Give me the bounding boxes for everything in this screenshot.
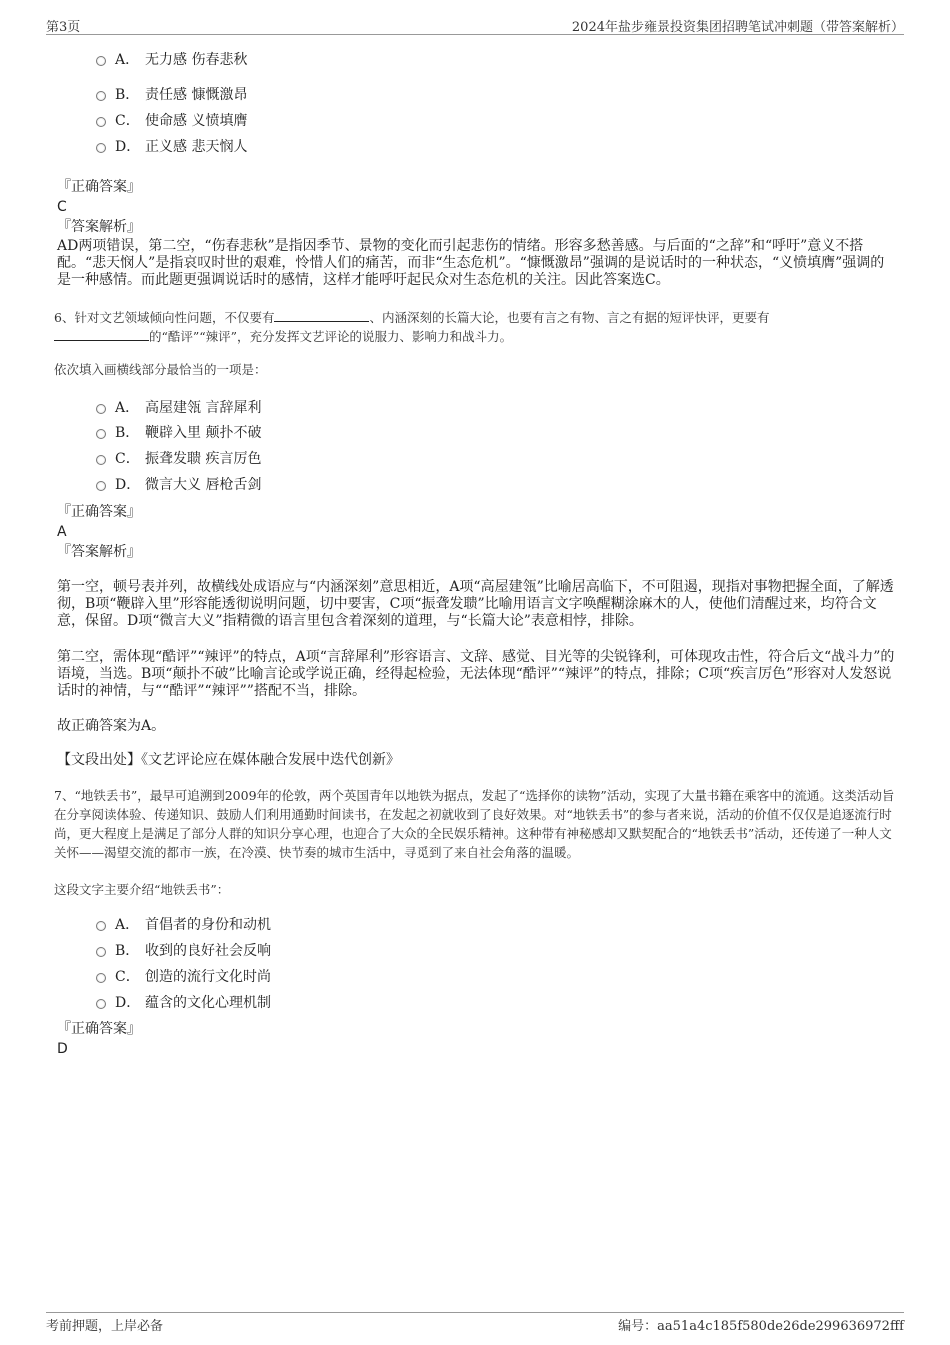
q6-stem: 6、针对文艺领域倾向性问题，不仅要有 、内涵深刻的长篇大论，也要有言之有物、言之有据的短评快评，更要有 的“酷评”“辣评”，充分发挥文艺评论的说服力、影响力和战斗力。 (54, 310, 770, 344)
radio-icon[interactable] (96, 404, 106, 414)
radio-icon[interactable] (96, 973, 106, 983)
q6-option-c[interactable]: C． 振聋发聩 疾言厉色 (96, 448, 261, 470)
radio-icon[interactable] (96, 91, 106, 101)
q7-option-b[interactable]: B． 收到的良好社会反响 (96, 940, 271, 962)
radio-icon[interactable] (96, 947, 106, 957)
document-id: 编号：aa51a4c185f580de26de299636972fff (618, 1319, 904, 1334)
page-header (46, 14, 904, 35)
footer-slogan: 考前押题，上岸必备 (46, 1319, 164, 1334)
q7-option-d[interactable]: D． 蕴含的文化心理机制 (96, 992, 271, 1014)
q6-analysis-label: 『答案解析』 (57, 544, 141, 560)
q5-analysis: AD两项错误，第二空，“伤春悲秋”是指因季节、景物的变化而引起悲伤的情绪。形容多愁善感。与后面的“之辞”和“呼吁”意义不搭配。“悲天悯人”是指哀叹时世的艰难，怜惜人们的痛苦，而非“生态危机”。“慷慨激昂”强调的是说话时的一种状态，“义愤填膺”强调的是一种感情。而此题更强调说话时的感情，这样才能呼吁起民众对生态危机的关注。因此答案选C。 (57, 238, 885, 288)
radio-icon[interactable] (96, 429, 106, 439)
radio-icon[interactable] (96, 56, 106, 66)
q7-prompt: 这段文字主要介绍“地铁丢书”： (54, 882, 230, 897)
q5-option-d[interactable]: D． 正义感 悲天悯人 (96, 136, 247, 158)
q5-analysis-label: 『答案解析』 (57, 219, 141, 235)
radio-icon[interactable] (96, 481, 106, 491)
q6-prompt: 依次填入画横线部分最恰当的一项是： (54, 362, 267, 377)
fill-blank (54, 328, 149, 341)
q5-answer: C (57, 199, 67, 215)
radio-icon[interactable] (96, 143, 106, 153)
fill-blank (274, 309, 369, 322)
q6-analysis-p1: 第一空，顿号表并列，故横线处成语应与“内涵深刻”意思相近，A项“高屋建瓴”比喻居高临下，不可阻遏，现指对事物把握全面，了解透彻，B项“鞭辟入里”形容能透彻说明问题，切中要害，C项“振聋发聩”比喻用语言文字唤醒糊涂麻木的人，使他们清醒过来，均符合文意，保留。D项“微言大义”指精微的语言里包含着深刻的道理，与“长篇大论”表意相悖，排除。 (57, 579, 894, 629)
page-footer (46, 1312, 904, 1333)
q5-option-a[interactable]: A． 无力感 伤春悲秋 (96, 49, 247, 71)
q5-option-c[interactable]: C． 使命感 义愤填膺 (96, 110, 247, 132)
q5-answer-label: 『正确答案』 (57, 179, 141, 195)
q6-answer: A (57, 524, 67, 540)
q6-analysis-conclusion: 故正确答案为A。 (57, 718, 166, 734)
radio-icon[interactable] (96, 999, 106, 1009)
radio-icon[interactable] (96, 921, 106, 931)
q5-option-b[interactable]: B． 责任感 慷慨激昂 (96, 84, 247, 106)
q6-option-b[interactable]: B． 鞭辟入里 颠扑不破 (96, 422, 261, 444)
q7-option-a[interactable]: A． 首倡者的身份和动机 (96, 914, 271, 936)
q7-stem: 7、“地铁丢书”，最早可追溯到2009年的伦敦，两个英国青年以地铁为据点，发起了“选择你的读物”活动，实现了大量书籍在乘客中的流通。这类活动旨在分享阅读体验、传递知识、鼓励人们利用通勤时间读书，在发起之初就收到了良好效果。对“地铁丢书”的参与者来说，活动的价值不仅仅是追逐流行时尚，更大程度上是满足了部分人群的知识分享心理，也迎合了大众的全民娱乐精神。这种带有神秘感却又默契配合的“地铁丢书”活动，还传递了一种人文关怀——渴望交流的都市一族，在冷漠、快节奏的城市生活中，寻觅到了来自社会角落的温暖。 (54, 788, 895, 860)
radio-icon[interactable] (96, 455, 106, 465)
q6-analysis-p2: 第二空，需体现“酷评”“辣评”的特点，A项“言辞犀利”形容语言、文辞、感觉、目光等的尖锐锋利，可体现攻击性，符合后文“战斗力”的语境，当选。B项“颠扑不破”比喻言论或学说正确，经得起检验，无法体现“酷评”“辣评”的特点，排除；C项“疾言厉色”形容对人发怒说话时的神情，与““酷评”“辣评””搭配不当，排除。 (57, 649, 895, 699)
q7-answer-label: 『正确答案』 (57, 1021, 141, 1037)
document-title: 2024年盐步雍景投资集团招聘笔试冲刺题（带答案解析） (571, 20, 904, 35)
page-number: 第3页 (46, 20, 81, 35)
q7-answer: D (57, 1041, 68, 1057)
q6-answer-label: 『正确答案』 (57, 504, 141, 520)
q6-option-d[interactable]: D． 微言大义 唇枪舌剑 (96, 474, 261, 496)
q7-option-c[interactable]: C． 创造的流行文化时尚 (96, 966, 271, 988)
q6-source: 【文段出处】《文艺评论应在媒体融合发展中迭代创新》 (57, 752, 400, 768)
q6-option-a[interactable]: A． 高屋建瓴 言辞犀利 (96, 397, 261, 419)
radio-icon[interactable] (96, 117, 106, 127)
